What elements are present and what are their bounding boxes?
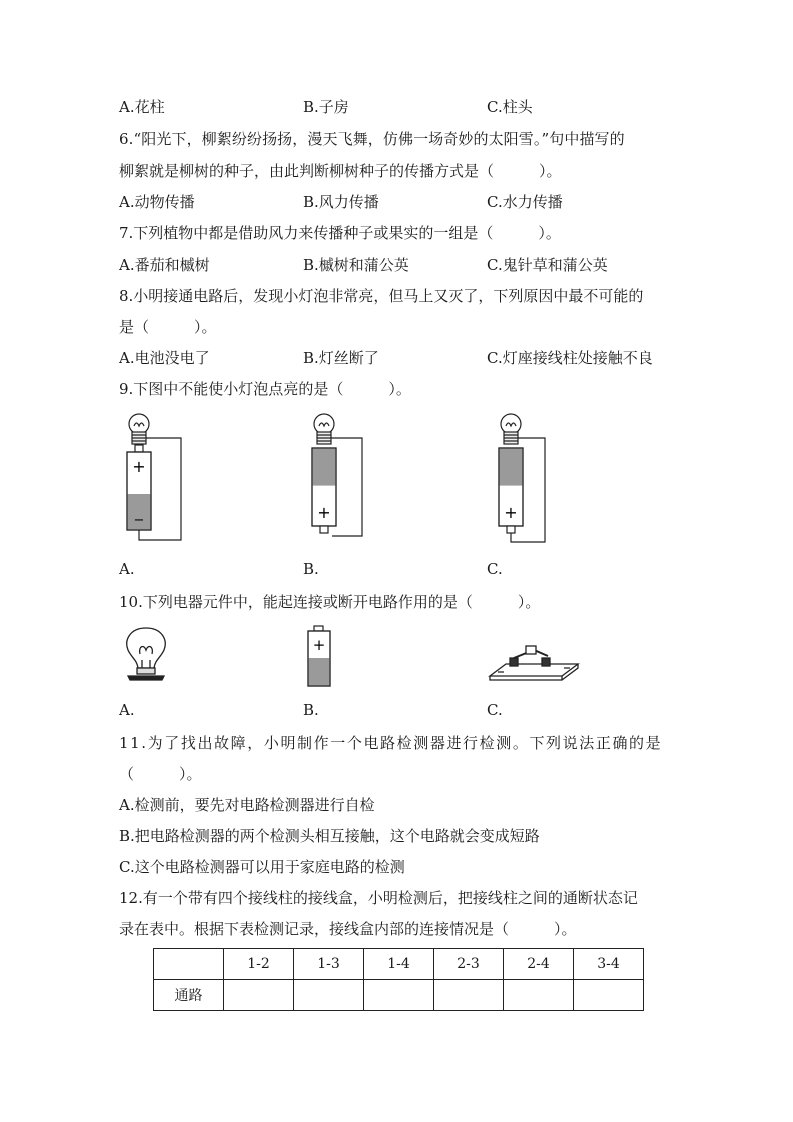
table-cell [574,980,644,1011]
q8-option-c: C.灯座接线柱处接触不良 [487,349,653,367]
q12-stem-line2: 录在表中。根据下表检测记录，接线盒内部的连接情况是（ ）。 [119,920,577,938]
table-header-row [154,949,644,980]
table-header-cell: 3-4 [574,949,644,980]
q9-label-c: C. [487,560,503,578]
q6-option-c: C.水力传播 [487,193,563,211]
table-header-cell: 1-3 [294,949,364,980]
q8-option-b: B.灯丝断了 [303,349,379,367]
q11-option-c: C.这个电路检测器可以用于家庭电路的检测 [119,858,405,876]
table-header-cell [154,949,224,980]
battery-negative-fill [500,449,523,486]
table-row [154,980,644,1011]
q6-option-a: A.动物传播 [119,193,195,211]
bulb-icon [129,414,149,434]
q9-label-a: A. [119,560,135,578]
table-cell [294,980,364,1011]
q5-option-b: B.子房 [303,98,349,116]
bulb-icon [314,414,334,434]
bulb-holder-icon [118,624,174,682]
table-header-cell: 2-3 [434,949,504,980]
table-cell [364,980,434,1011]
plus-sign: + [317,503,331,522]
q5-option-a: A.花柱 [119,98,165,116]
q7-option-c: C.鬼针草和蒲公英 [487,256,608,274]
q10-label-c: C. [487,701,503,719]
q12-stem-line1: 12.有一个带有四个接线柱的接线盒，小明检测后，把接线柱之间的通断状态记 [119,889,638,907]
q9-label-b: B. [303,560,319,578]
q7-stem: 7.下列植物中都是借助风力来传播种子或果实的一组是（ ）。 [119,224,561,242]
connection-record-table [153,948,644,1011]
q10-label-b: B. [303,701,319,719]
minus-sign: − [133,513,145,528]
q8-stem-line2: 是（ ）。 [119,318,217,336]
q11-option-b: B.把电路检测器的两个检测头相互接触，这个电路就会变成短路 [119,827,540,845]
table-cell [224,980,294,1011]
plus-sign: + [132,457,146,476]
bulb-icon [501,414,521,434]
q7-option-a: A.番茄和槭树 [119,256,210,274]
knife-switch-icon [486,640,582,684]
battery-icon [304,624,334,688]
table-cell [434,980,504,1011]
q6-stem-line1: 6.“阳光下，柳絮纷纷扬扬，漫天飞舞，仿佛一场奇妙的太阳雪。”句中描写的 [119,130,625,148]
circuit-diagram-a [115,408,185,548]
circuit-diagram-c [487,408,557,548]
plus-sign: + [504,503,518,522]
battery-negative-fill [313,449,336,486]
table-header-cell: 1-2 [224,949,294,980]
q7-option-b: B.槭树和蒲公英 [303,256,409,274]
q11-stem-line1: 11.为了找出故障，小明制作一个电路检测器进行检测。下列说法正确的是 [119,734,663,752]
q6-option-b: B.风力传播 [303,193,379,211]
q5-option-c: C.柱头 [487,98,533,116]
q6-stem-line2: 柳絮就是柳树的种子，由此判断柳树种子的传播方式是（ ）。 [119,162,562,180]
q8-option-a: A.电池没电了 [119,349,210,367]
table-row-label: 通路 [154,980,224,1011]
circuit-diagram-b [300,408,370,548]
q9-stem: 9.下图中不能使小灯泡点亮的是（ ）。 [119,380,411,398]
q11-option-a: A.检测前，要先对电路检测器进行自检 [119,796,375,814]
q8-stem-line1: 8.小明接通电路后，发现小灯泡非常亮，但马上又灭了，下列原因中最不可能的 [119,287,644,305]
table-cell [504,980,574,1011]
q11-stem-line2: （ ）。 [119,765,202,783]
table-header-cell: 2-4 [504,949,574,980]
plus-sign: + [312,636,326,654]
q10-stem: 10.下列电器元件中，能起连接或断开电路作用的是（ ）。 [119,593,541,611]
table-header-cell: 1-4 [364,949,434,980]
q10-label-a: A. [119,701,135,719]
